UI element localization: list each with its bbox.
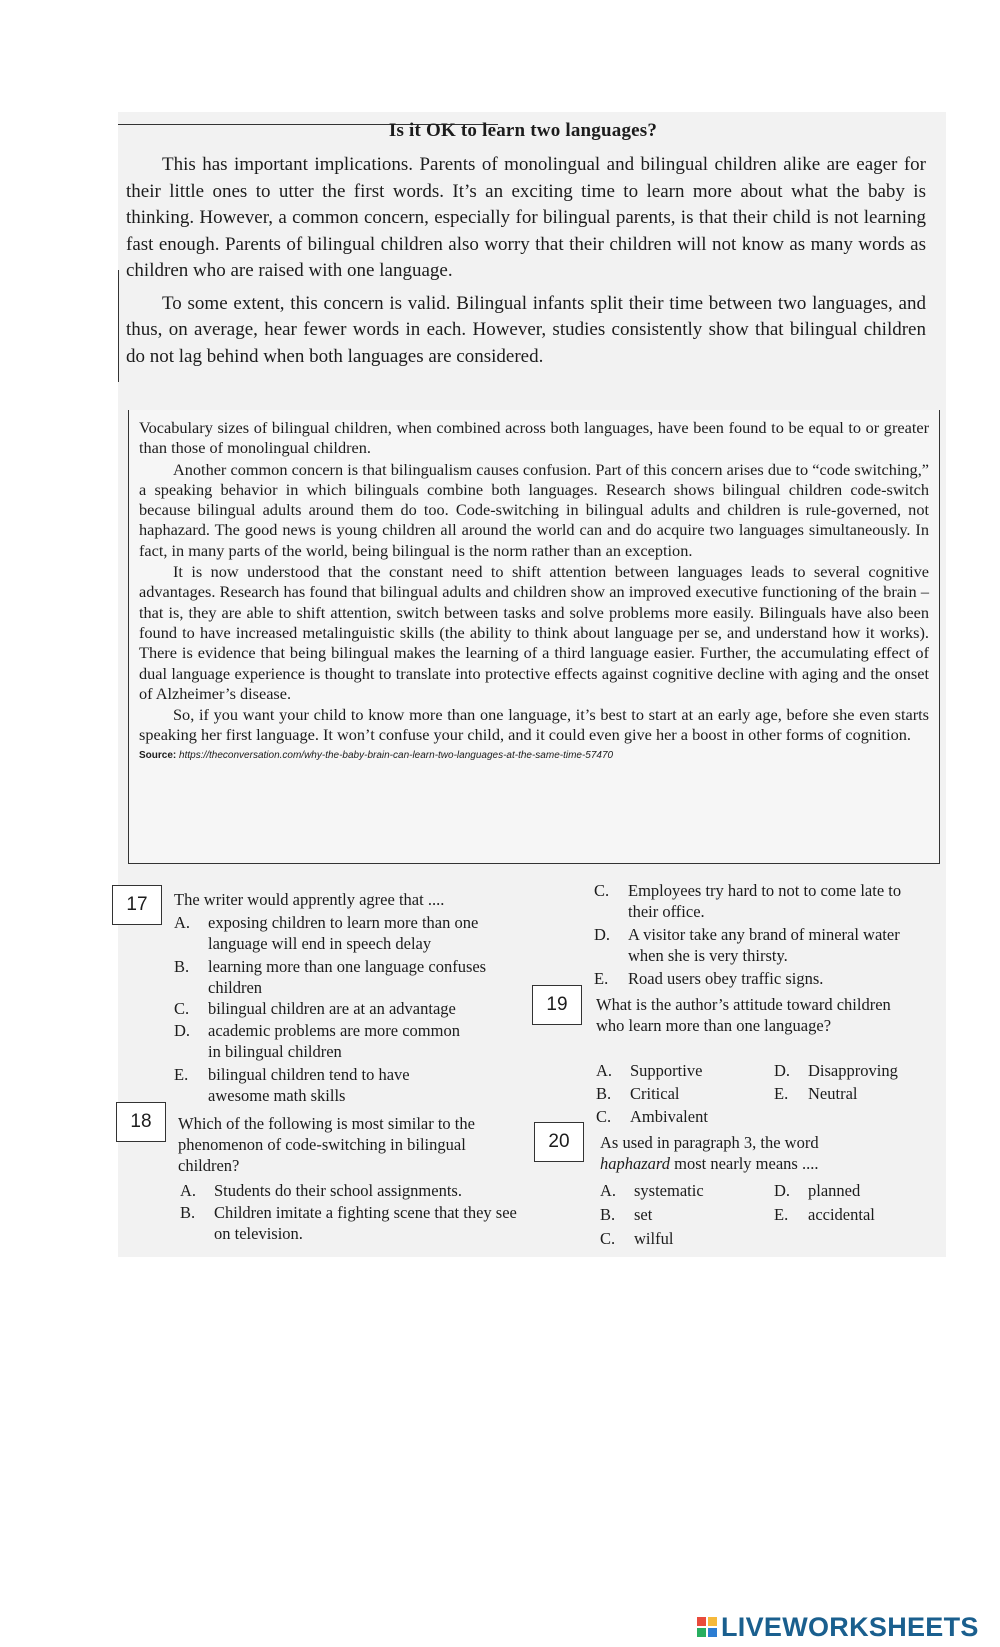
q18-option-letter: E.	[594, 969, 609, 988]
passage-paragraph-2: Another common concern is that bilingualism causes confusion. Part of this concern arises due to “code switching,” a speaking behavior in which bilinguals combine both languages. Research shows bilingual children code-switch because bilingual adults around them do too. Code-switching in bilingual adults and children is rule-governed, not haphazard. The good news is young children all around the world can and do acquire two languages simultaneously. In fact, in many parts of the world, being bilingual is the norm rather than an exception.	[139, 459, 929, 560]
q18-option-text: Road users obey traffic signs.	[628, 969, 824, 988]
q19-option-a[interactable]	[596, 1060, 756, 1081]
q20-option-e[interactable]	[774, 1204, 934, 1225]
q17-option-text: exposing children to learn more than one language will end in speech delay	[208, 913, 479, 953]
q20-stem-after: most nearly means ....	[674, 1154, 819, 1173]
q19-option-letter: E.	[774, 1084, 789, 1103]
q17-stem: The writer would apprently agree that ....	[174, 890, 445, 909]
q20-option-letter: B.	[600, 1205, 616, 1224]
logo-text: LIVEWORKSHEETS	[721, 1611, 979, 1642]
q18-option-a[interactable]	[180, 1180, 530, 1201]
q19-stem: What is the author’s attitude toward children who learn more than one language?	[596, 995, 891, 1035]
q17-option-letter: A.	[174, 913, 191, 932]
q17-option-letter: E.	[174, 1065, 189, 1084]
q20-option-b[interactable]	[600, 1204, 760, 1225]
q18-option-text: Employees try hard to not to come late to their office.	[628, 881, 902, 921]
source-label: Source:	[139, 749, 177, 761]
q20-option-text: set	[634, 1205, 653, 1224]
q17-option-text: academic problems are more common in bilingual children	[208, 1021, 460, 1061]
logo-square-icon	[697, 1628, 706, 1637]
q17-option-letter: B.	[174, 957, 190, 976]
q17-option-c[interactable]	[174, 998, 534, 1019]
q20-option-text: planned	[808, 1181, 861, 1200]
q17-option-letter: D.	[174, 1021, 191, 1040]
q18-option-letter: A.	[180, 1181, 197, 1200]
q19-option-e[interactable]	[774, 1083, 934, 1104]
q20-option-d[interactable]	[774, 1180, 934, 1201]
q18-option-letter: C.	[594, 881, 610, 900]
q19-option-letter: D.	[774, 1061, 791, 1080]
q17-option-d[interactable]	[174, 1020, 474, 1062]
q17-option-e[interactable]	[174, 1064, 474, 1106]
intro-margin-line	[118, 270, 119, 382]
q19-option-text: Critical	[630, 1084, 680, 1103]
q20-option-letter: C.	[600, 1229, 616, 1248]
q20-option-c[interactable]	[600, 1228, 760, 1249]
q17-option-text: bilingual children tend to have awesome math skills	[208, 1065, 410, 1105]
q17-option-text: bilingual children are at an advantage	[208, 999, 456, 1018]
logo-square-icon	[708, 1617, 717, 1626]
question-number-19: 19	[532, 985, 582, 1025]
q20-stem	[600, 1132, 920, 1174]
q19-option-text: Disapproving	[808, 1061, 898, 1080]
intro-paragraph-2: To some extent, this concern is valid. Bilingual infants split their time between two languages, and thus, on average, hear fewer words in each. However, studies consistently show that bilingual children do not lag behind when both languages are considered.	[126, 292, 926, 367]
intro-text	[126, 152, 926, 376]
q18-option-d[interactable]	[594, 924, 934, 966]
logo-square-icon	[708, 1628, 717, 1637]
q20-option-a[interactable]	[600, 1180, 760, 1201]
source-url: https://theconversation.com/why-the-baby-brain-can-learn-two-languages-at-the-same-time-57470	[179, 749, 614, 761]
q17-option-text: learning more than one language confuses children	[208, 957, 487, 997]
q19-option-text: Neutral	[808, 1084, 858, 1103]
q19-option-c[interactable]	[596, 1106, 756, 1127]
q19-option-letter: A.	[596, 1061, 613, 1080]
page-title: Is it OK to learn two languages?	[388, 120, 658, 141]
q17-option-a[interactable]	[174, 912, 534, 954]
q19-option-text: Supportive	[630, 1061, 703, 1080]
q17-option-letter: C.	[174, 999, 190, 1018]
q19-option-d[interactable]	[774, 1060, 934, 1081]
intro-paragraph-1: This has important implications. Parents of monolingual and bilingual children alike are eager for their little ones to utter the first words. It’s an exciting time to learn more about what the baby is thinking. However, a common concern, especially for bilingual parents, is that their child is not learning fast enough. Parents of bilingual children also worry that their children will not know as many words as children who are raised with one language.	[126, 154, 926, 281]
q18-option-letter: B.	[180, 1203, 196, 1222]
q20-option-letter: E.	[774, 1205, 789, 1224]
q19-option-letter: C.	[596, 1107, 612, 1126]
q18-option-text: Children imitate a fighting scene that they see on television.	[214, 1203, 517, 1243]
source-line	[139, 750, 929, 761]
liveworksheets-logo[interactable]	[697, 1612, 979, 1642]
q20-stem-before: As used in paragraph 3, the word	[600, 1133, 819, 1152]
q20-option-text: accidental	[808, 1205, 875, 1224]
q18-option-text: Students do their school assignments.	[214, 1181, 462, 1200]
question-number-18: 18	[116, 1102, 166, 1142]
q20-option-text: systematic	[634, 1181, 704, 1200]
q18-option-c[interactable]	[594, 880, 934, 922]
q20-stem-word: haphazard	[600, 1154, 670, 1173]
q19-option-b[interactable]	[596, 1083, 756, 1104]
q20-option-letter: D.	[774, 1181, 791, 1200]
q18-option-e[interactable]	[594, 968, 934, 989]
logo-grid-icon	[697, 1617, 717, 1637]
q20-option-letter: A.	[600, 1181, 617, 1200]
q20-option-text: wilful	[634, 1229, 674, 1248]
q18-option-letter: D.	[594, 925, 611, 944]
passage-box	[128, 410, 940, 864]
q18-option-b[interactable]	[180, 1202, 530, 1244]
passage-paragraph-1: Vocabulary sizes of bilingual children, when combined across both languages, have been found to be equal to or greater than those of monolingual children.	[139, 418, 929, 458]
logo-square-icon	[697, 1617, 706, 1626]
question-number-17: 17	[112, 885, 162, 925]
q19-option-letter: B.	[596, 1084, 612, 1103]
q17-option-b[interactable]	[174, 956, 504, 998]
passage-paragraph-4: So, if you want your child to know more than one language, it’s best to start at an early age, before she even starts speaking her first language. It won’t confuse your child, and it could even give her a boost in other forms of cognition.	[139, 705, 929, 745]
q19-option-text: Ambivalent	[630, 1107, 708, 1126]
passage-paragraph-3: It is now understood that the constant need to shift attention between languages leads to several cognitive advantages. Research has found that bilingual adults and children show an improved executive functioning of the brain – that is, they are able to shift attention, switch between tasks and solve problems more easily. Bilinguals have also been found to have increased metalinguistic skills (the ability to think about language per se, and understand how it works). There is evidence that being bilingual makes the learning of a third language easier. Further, the accumulating effect of dual language experience is thought to translate into protective effects against cognitive decline with aging and the onset of Alzheimer’s disease.	[139, 562, 929, 703]
q18-option-text: A visitor take any brand of mineral water when she is very thirsty.	[628, 925, 900, 965]
question-number-20: 20	[534, 1122, 584, 1162]
q18-stem: Which of the following is most similar to the phenomenon of code-switching in bilingual children?	[178, 1114, 475, 1175]
